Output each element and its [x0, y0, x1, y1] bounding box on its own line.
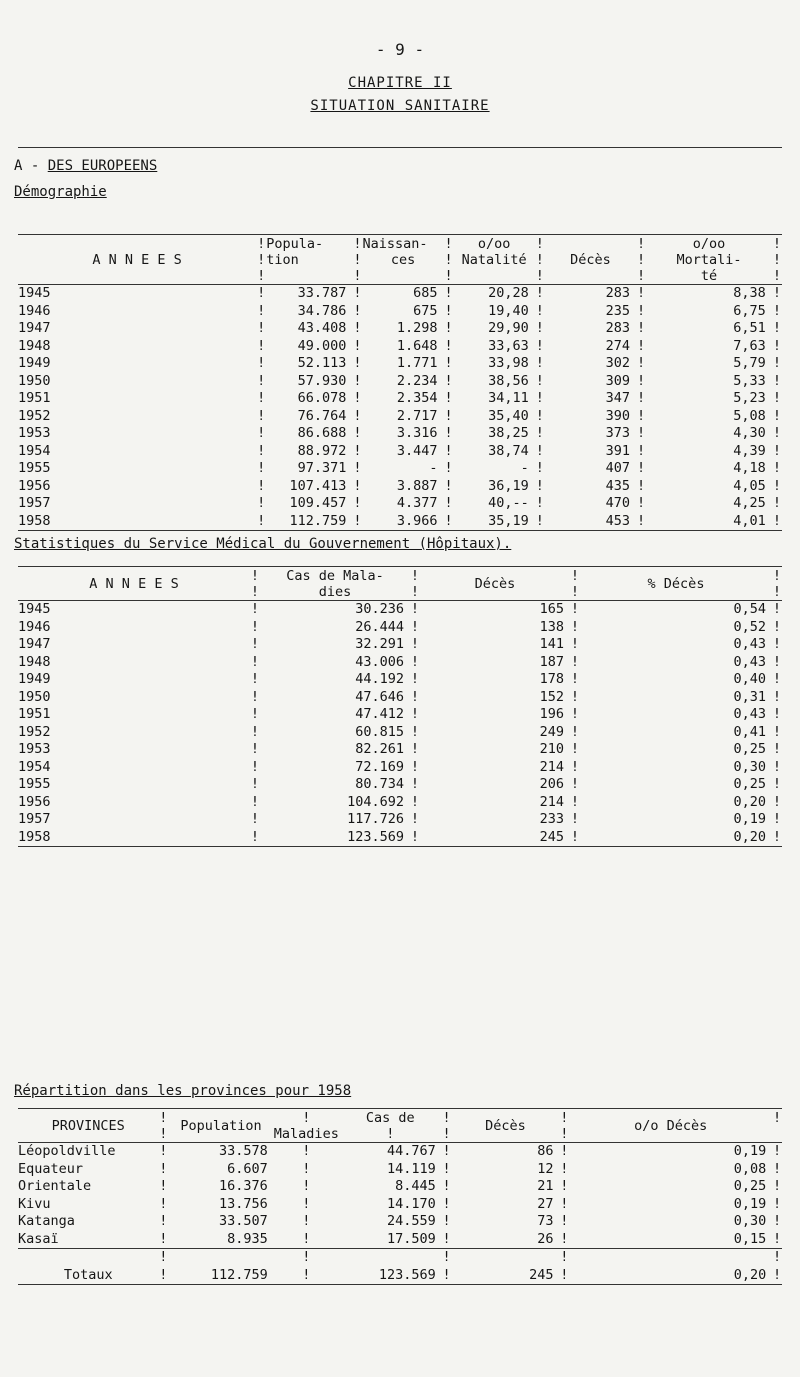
table-row: 1951 ! 66.078 ! 2.354 ! 34,11 ! 347 ! 5,23 ! [18, 390, 781, 406]
table-row: Léopoldville ! 33.578 ! 44.767 ! 86 ! 0,19 ! [18, 1143, 782, 1159]
births-cell: 3.316 [396, 425, 438, 441]
population-cell: 6.607 [227, 1160, 268, 1177]
mortality-cell: 4,18 [733, 460, 766, 476]
deaths-cell: 27 [537, 1195, 554, 1212]
deaths-cell: 407 [605, 460, 631, 476]
cases-cell: 47.412 [355, 706, 404, 722]
mortality-cell: 4,30 [733, 425, 766, 441]
deaths-cell: 214 [539, 793, 564, 810]
deaths-cell: 249 [539, 723, 564, 740]
deaths-cell: 214 [539, 758, 564, 775]
pct-deaths-total: 0,20 [733, 1266, 767, 1283]
mortality-cell: 4,25 [733, 495, 766, 511]
year-cell: 1957 [18, 495, 51, 511]
province-cell: Katanga [18, 1213, 75, 1229]
demography-heading: Démographie [14, 184, 107, 200]
year-cell: 1945 [18, 285, 51, 301]
table-row: 1946 ! 34.786 ! 675 ! 19,40 ! 235 ! 6,75 ! [18, 302, 781, 319]
pct-deaths-cell: 0,20 [733, 828, 766, 845]
year-cell: 1945 [18, 601, 51, 617]
page-number: - 9 - [375, 40, 425, 59]
province-cell: Equateur [18, 1160, 84, 1177]
chapter-title: CHAPITRE II [348, 75, 452, 91]
deaths-cell: 347 [605, 390, 631, 406]
totals-row: Totaux ! 112.759 ! 123.569 ! 245 ! 0,20 ! [18, 1267, 782, 1285]
table-row: 1957 ! 109.457 ! 4.377 ! 40,-- ! 470 ! 4,25 ! [18, 495, 781, 511]
population-cell: 112.759 [289, 512, 347, 529]
header-naissances: Naissan- [362, 236, 428, 252]
header-population: Popula- [266, 236, 324, 252]
pct-deaths-cell: 0,25 [733, 1178, 767, 1194]
deaths-cell: 141 [539, 636, 564, 652]
table-row: 1958 ! 112.759 ! 3.966 ! 35,19 ! 453 ! 4,01 ! [18, 512, 781, 529]
deaths-cell: 390 [605, 407, 631, 424]
natality-cell: 29,90 [488, 320, 529, 336]
spacer-row: ! ! ! ! ! [159, 1249, 782, 1265]
cases-cell: 43.006 [355, 653, 404, 670]
table-row: 1957 ! 117.726 ! 233 ! 0,19 ! [18, 811, 782, 827]
mortality-cell: 7,63 [733, 337, 766, 354]
pct-deaths-cell: 0,40 [733, 671, 766, 687]
deaths-cell: 138 [539, 618, 564, 635]
mortality-cell: 4,39 [733, 442, 766, 459]
cases-cell: 14.119 [386, 1160, 436, 1177]
deaths-cell: 283 [605, 320, 631, 336]
pct-deaths-cell: 0,15 [733, 1230, 767, 1247]
year-cell: 1951 [18, 390, 51, 406]
table-row: 1953 ! 86.688 ! 3.316 ! 38,25 ! 373 ! 4,30 ! [18, 425, 781, 441]
province-cell: Orientale [18, 1178, 92, 1194]
deaths-cell: 235 [605, 302, 631, 319]
natality-cell: 20,28 [488, 285, 529, 301]
header-cas: Cas de [365, 1110, 415, 1126]
cases-cell: 117.726 [347, 811, 404, 827]
year-cell: 1946 [18, 618, 51, 635]
header-annees: A N N E E S [92, 252, 182, 268]
births-cell: 2.234 [396, 372, 438, 389]
population-cell: 33.507 [219, 1213, 268, 1229]
natality-cell: 40,-- [488, 495, 529, 511]
year-cell: 1947 [18, 636, 51, 652]
header-natalite: o/oo [477, 236, 511, 252]
population-cell: 8.935 [227, 1230, 268, 1247]
table-row: 1955 ! 80.734 ! 206 ! 0,25 ! [18, 776, 782, 792]
deaths-cell: 274 [605, 337, 631, 354]
deaths-cell: 12 [537, 1160, 554, 1177]
header-annees: A N N E E S [89, 576, 179, 592]
table-row: 1948 ! 49.000 ! 1.648 ! 33,63 ! 274 ! 7,63 ! [18, 337, 781, 354]
header-deces: Décès [474, 576, 516, 592]
table-row: Equateur ! 6.607 ! 14.119 ! 12 ! 0,08 ! [18, 1160, 782, 1177]
cases-cell: 44.192 [355, 671, 404, 687]
deaths-cell: 73 [537, 1213, 554, 1229]
births-cell: 3.447 [396, 442, 438, 459]
population-cell: 16.376 [219, 1178, 268, 1194]
cases-cell: 24.559 [386, 1213, 436, 1229]
cases-cell: 30.236 [355, 601, 404, 617]
table-row: 1951 ! 47.412 ! 196 ! 0,43 ! [18, 706, 782, 722]
births-cell: 1.648 [396, 337, 438, 354]
pct-deaths-cell: 0,52 [733, 618, 766, 635]
pct-deaths-cell: 0,31 [733, 688, 766, 705]
natality-cell: 38,25 [488, 425, 529, 441]
births-cell: 4.377 [396, 495, 438, 511]
deaths-cell: 196 [539, 706, 564, 722]
population-cell: 57.930 [297, 372, 347, 389]
natality-cell: 35,40 [488, 407, 529, 424]
pct-deaths-cell: 0,25 [733, 776, 766, 792]
deaths-cell: 453 [605, 512, 631, 529]
header-deces: Décès [570, 252, 611, 268]
header-cas: Cas de Mala- [286, 568, 384, 584]
cases-cell: 72.169 [355, 758, 404, 775]
table-row: 1949 ! 44.192 ! 178 ! 0,40 ! [18, 671, 782, 687]
repartition-heading: Répartition dans les provinces pour 1958 [14, 1083, 352, 1099]
pct-deaths-cell: 0,43 [733, 653, 766, 670]
cases-cell: 8.445 [395, 1178, 436, 1194]
year-cell: 1946 [18, 302, 51, 319]
deaths-cell: 373 [605, 425, 631, 441]
header-deces: Décès [485, 1118, 526, 1134]
year-cell: 1958 [18, 828, 51, 845]
deaths-cell: 233 [539, 811, 564, 827]
header-provinces: PROVINCES [51, 1118, 125, 1134]
cases-cell: 14.170 [386, 1195, 436, 1212]
table3-top-rule [18, 1108, 782, 1109]
year-cell: 1950 [18, 688, 51, 705]
births-cell: - [429, 460, 438, 476]
cases-cell: 44.767 [386, 1143, 436, 1159]
table-row: 1956 ! 107.413 ! 3.887 ! 36,19 ! 435 ! 4,05 ! [18, 477, 781, 494]
header-pct-deces: % Décès [647, 576, 705, 592]
year-cell: 1948 [18, 337, 51, 354]
population-cell: 88.972 [297, 442, 347, 459]
mortality-cell: 5,33 [733, 372, 766, 389]
deaths-cell: 470 [605, 495, 631, 511]
year-cell: 1950 [18, 372, 51, 389]
deaths-cell: 309 [605, 372, 631, 389]
totals-label: Totaux [63, 1266, 113, 1283]
births-cell: 675 [413, 302, 438, 319]
cases-cell: 82.261 [355, 741, 404, 757]
natality-cell: 33,63 [488, 337, 529, 354]
table-row: 1949 ! 52.113 ! 1.771 ! 33,98 ! 302 ! 5,79 ! [18, 355, 781, 371]
cases-cell: 17.509 [386, 1230, 436, 1247]
deaths-cell: 26 [537, 1230, 554, 1247]
deaths-cell: 86 [537, 1143, 554, 1159]
births-cell: 3.887 [396, 477, 438, 494]
population-cell: 52.113 [297, 355, 347, 371]
year-cell: 1949 [18, 671, 51, 687]
table-row: Katanga ! 33.507 ! 24.559 ! 73 ! 0,30 ! [18, 1213, 782, 1229]
table-row: Kasaï ! 8.935 ! 17.509 ! 26 ! 0,15 ! [18, 1230, 782, 1247]
mortality-cell: 4,05 [733, 477, 766, 494]
pct-deaths-cell: 0,43 [733, 706, 766, 722]
year-cell: 1953 [18, 425, 51, 441]
table-row: 1958 ! 123.569 ! 245 ! 0,20 ! [18, 828, 782, 845]
mortality-cell: 5,79 [733, 355, 766, 371]
pct-deaths-cell: 0,20 [733, 793, 766, 810]
table-row: 1952 ! 76.764 ! 2.717 ! 35,40 ! 390 ! 5,08 ! [18, 407, 781, 424]
natality-cell: 38,74 [488, 442, 529, 459]
pct-deaths-cell: 0,19 [733, 1143, 767, 1159]
pct-deaths-cell: 0,08 [733, 1160, 767, 1177]
table-row: Kivu ! 13.756 ! 14.170 ! 27 ! 0,19 ! [18, 1195, 782, 1212]
year-cell: 1949 [18, 355, 51, 371]
stats-heading: Statistiques du Service Médical du Gouvernement (Hôpitaux). [14, 536, 512, 552]
deaths-cell: 210 [539, 741, 564, 757]
table-row: Orientale ! 16.376 ! 8.445 ! 21 ! 0,25 ! [18, 1178, 782, 1194]
population-cell: 66.078 [297, 390, 347, 406]
pct-deaths-cell: 0,54 [733, 601, 766, 617]
table-row: 1954 ! 72.169 ! 214 ! 0,30 ! [18, 758, 782, 775]
cases-cell: 47.646 [355, 688, 404, 705]
cases-cell: 32.291 [355, 636, 404, 652]
deaths-cell: 283 [605, 285, 631, 301]
natality-cell: 33,98 [488, 355, 529, 371]
births-cell: 2.717 [396, 407, 438, 424]
table-row: 1946 ! 26.444 ! 138 ! 0,52 ! [18, 618, 782, 635]
deaths-cell: 187 [539, 653, 564, 670]
mortality-cell: 6,51 [733, 320, 766, 336]
population-cell: 107.413 [289, 477, 347, 494]
table-row: 1948 ! 43.006 ! 187 ! 0,43 ! [18, 653, 782, 670]
table2-top-rule [18, 566, 782, 567]
population-cell: 33.787 [297, 285, 347, 301]
table-row: 1952 ! 60.815 ! 249 ! 0,41 ! [18, 723, 782, 740]
pct-deaths-cell: 0,41 [733, 723, 766, 740]
mortality-cell: 5,08 [733, 407, 766, 424]
population-cell: 49.000 [297, 337, 347, 354]
table-row: 1954 ! 88.972 ! 3.447 ! 38,74 ! 391 ! 4,39 ! [18, 442, 781, 459]
pct-deaths-cell: 0,30 [733, 758, 766, 775]
table-row: 1950 ! 57.930 ! 2.234 ! 38,56 ! 309 ! 5,33 ! [18, 372, 781, 389]
cases-total: 123.569 [378, 1266, 436, 1283]
population-cell: 43.408 [297, 320, 347, 336]
provinces-table: PROVINCES ! Population ! Cas de ! Décès ! o/o Décès ! ! Maladies ! ! ! Léopoldville ! 33.578 ! 44.767 ! 86 ! 0,19 ! Equateur ! 6.607 ! 14.119 ! 12 ! 0,08 ! Orientale ! 16.376 ! 8.445 ! 21 ! 0,25 ! Kivu ! 13.756 ! 14.170 ! 27 ! 0,19 ! Katanga ! 33.507 ! 24.559 ! 73 ! 0,30 ! Kasaï ! 8.935 ! 17.509 ! 26 ! 0,15 ! ! ! ! ! ! Totaux ! 112.759 ! 123.569 ! 245 ! 0,20 ! [18, 1110, 782, 1283]
population-cell: 109.457 [289, 495, 347, 511]
pct-deaths-cell: 0,25 [733, 741, 766, 757]
population-cell: 86.688 [297, 425, 347, 441]
population-cell: 97.371 [297, 460, 347, 476]
births-cell: 1.298 [396, 320, 438, 336]
births-cell: 2.354 [396, 390, 438, 406]
population-cell: 13.756 [219, 1195, 268, 1212]
province-cell: Kasaï [18, 1230, 59, 1247]
year-cell: 1955 [18, 776, 51, 792]
pct-deaths-cell: 0,19 [733, 1195, 767, 1212]
year-cell: 1958 [18, 512, 51, 529]
births-cell: 3.966 [396, 512, 438, 529]
year-cell: 1957 [18, 811, 51, 827]
deaths-cell: 435 [605, 477, 631, 494]
deaths-cell: 302 [605, 355, 631, 371]
table-row: 1956 ! 104.692 ! 214 ! 0,20 ! [18, 793, 782, 810]
natality-cell: 38,56 [488, 372, 529, 389]
section-title: SITUATION SANITAIRE [310, 98, 490, 114]
year-cell: 1952 [18, 723, 51, 740]
header-population: Population [180, 1118, 262, 1134]
table-row: 1945 ! 30.236 ! 165 ! 0,54 ! [18, 601, 782, 617]
pct-deaths-cell: 0,30 [733, 1213, 767, 1229]
births-cell: 685 [413, 285, 438, 301]
province-cell: Léopoldville [18, 1143, 116, 1159]
year-cell: 1948 [18, 653, 51, 670]
year-cell: 1951 [18, 706, 51, 722]
table1-top-rule [18, 234, 782, 235]
births-cell: 1.771 [396, 355, 438, 371]
population-cell: 76.764 [297, 407, 347, 424]
natality-cell: - [520, 460, 529, 476]
pct-deaths-cell: 0,19 [733, 811, 766, 827]
hospital-stats-table: A N N E E S ! Cas de Mala- ! Décès ! % Décès ! ! dies ! ! ! 1945 ! 30.236 ! 165 ! 0,54 ! 1946 ! 26.444 ! 138 ! 0,52 ! 1947 ! 32.291 ! 141 ! 0,43 ! 1948 ! 43.006 ! 187 ! 0,43 ! 1949 ! 44.192 ! 178 ! 0,40 ! 1950 ! 47.646 ! 152 ! 0,31 ! 1951 ! 47.412 ! 196 ! 0,43 ! 1952 ! 60.815 ! 249 ! 0,41 ! 1953 ! 82.261 ! 210 ! 0,25 ! 1954 ! 72.169 ! 214 ! 0,30 ! 1955 ! 80.734 ! 206 ! 0,25 ! 1956 ! 104.692 ! 214 ! 0,20 ! 1957 ! 117.726 ! 233 ! 0,19 ! 1958 ! 123.569 ! 245 ! 0,20 ! [18, 568, 782, 845]
population-cell: 33.578 [219, 1143, 268, 1159]
deaths-cell: 152 [539, 688, 564, 705]
deaths-cell: 165 [539, 601, 564, 617]
year-cell: 1956 [18, 477, 51, 494]
cases-cell: 123.569 [347, 828, 404, 845]
year-cell: 1954 [18, 442, 51, 459]
cases-cell: 104.692 [347, 793, 404, 810]
deaths-cell: 206 [539, 776, 564, 792]
year-cell: 1953 [18, 741, 51, 757]
mortality-cell: 6,75 [733, 302, 766, 319]
population-total: 112.759 [210, 1266, 268, 1283]
deaths-total: 245 [529, 1266, 554, 1283]
natality-cell: 35,19 [488, 512, 529, 529]
cases-cell: 80.734 [355, 776, 404, 792]
divider [18, 147, 782, 148]
table-row: 1945 ! 33.787 ! 685 ! 20,28 ! 283 ! 8,38 ! [18, 285, 781, 301]
mortality-cell: 4,01 [733, 512, 766, 529]
header-pct-deces: o/o Décès [634, 1118, 708, 1134]
cases-cell: 26.444 [355, 618, 404, 635]
deaths-cell: 21 [537, 1178, 554, 1194]
table-row: 1947 ! 43.408 ! 1.298 ! 29,90 ! 283 ! 6,51 ! [18, 320, 781, 336]
demography-table: A N N E E S ! Popula- ! Naissan- ! o/oo ! ! o/oo ! ! tion ! ces ! Natalité ! Décès ! Mortali- ! ! ! ! ! ! té ! 1945 ! 33.787 ! 685 ! 20,28 ! 283 ! 8,38 ! 1946 ! 34.786 ! 675 ! 19,40 ! 235 ! 6,75 ! 1947 ! 43.408 ! 1.298 ! 29,90 ! 283 ! 6,51 ! 1948 ! 49.000 ! 1.648 ! 33,63 ! 274 ! 7,63 ! 1949 ! 52.113 ! 1.771 ! 33,98 ! 302 ! 5,79 ! 1950 ! 57.930 ! 2.234 ! 38,56 ! 309 ! 5,33 ! 1951 ! 66.078 ! 2.354 ! 34,11 ! 347 ! 5,23 ! 1952 ! 76.764 ! 2.717 ! 35,40 ! 390 ! 5,08 ! 1953 ! 86.688 ! 3.316 ! 38,25 ! 373 ! 4,30 ! 1954 ! 88.972 ! 3.447 ! 38,74 ! 391 ! 4,39 ! 1955 ! 97.371 ! - ! - ! 407 ! 4,18 ! 1956 ! 107.413 ! 3.887 ! 36,19 ! 435 ! 4,05 ! 1957 ! 109.457 ! 4.377 ! 40,-- ! 470 ! 4,25 ! 1958 ! 112.759 ! 3.966 ! 35,19 ! 453 ! 4,01 ! [18, 236, 781, 529]
year-cell: 1955 [18, 460, 51, 476]
pct-deaths-cell: 0,43 [733, 636, 766, 652]
year-cell: 1952 [18, 407, 51, 424]
natality-cell: 19,40 [488, 302, 529, 319]
deaths-cell: 245 [539, 828, 564, 845]
natality-cell: 34,11 [488, 390, 529, 406]
year-cell: 1947 [18, 320, 51, 336]
table-row: 1955 ! 97.371 ! - ! - ! 407 ! 4,18 ! [18, 460, 781, 476]
population-cell: 34.786 [297, 302, 347, 319]
cases-cell: 60.815 [355, 723, 404, 740]
table-row: 1953 ! 82.261 ! 210 ! 0,25 ! [18, 741, 782, 757]
year-cell: 1954 [18, 758, 51, 775]
natality-cell: 36,19 [488, 477, 529, 494]
year-cell: 1956 [18, 793, 51, 810]
table-row: 1947 ! 32.291 ! 141 ! 0,43 ! [18, 636, 782, 652]
deaths-cell: 178 [539, 671, 564, 687]
province-cell: Kivu [18, 1195, 51, 1212]
header-mortalite: o/oo [692, 236, 726, 252]
section-a-heading: A - DES EUROPEENS [14, 158, 158, 174]
mortality-cell: 8,38 [733, 285, 766, 301]
deaths-cell: 391 [605, 442, 631, 459]
mortality-cell: 5,23 [733, 390, 766, 406]
table-row: 1950 ! 47.646 ! 152 ! 0,31 ! [18, 688, 782, 705]
